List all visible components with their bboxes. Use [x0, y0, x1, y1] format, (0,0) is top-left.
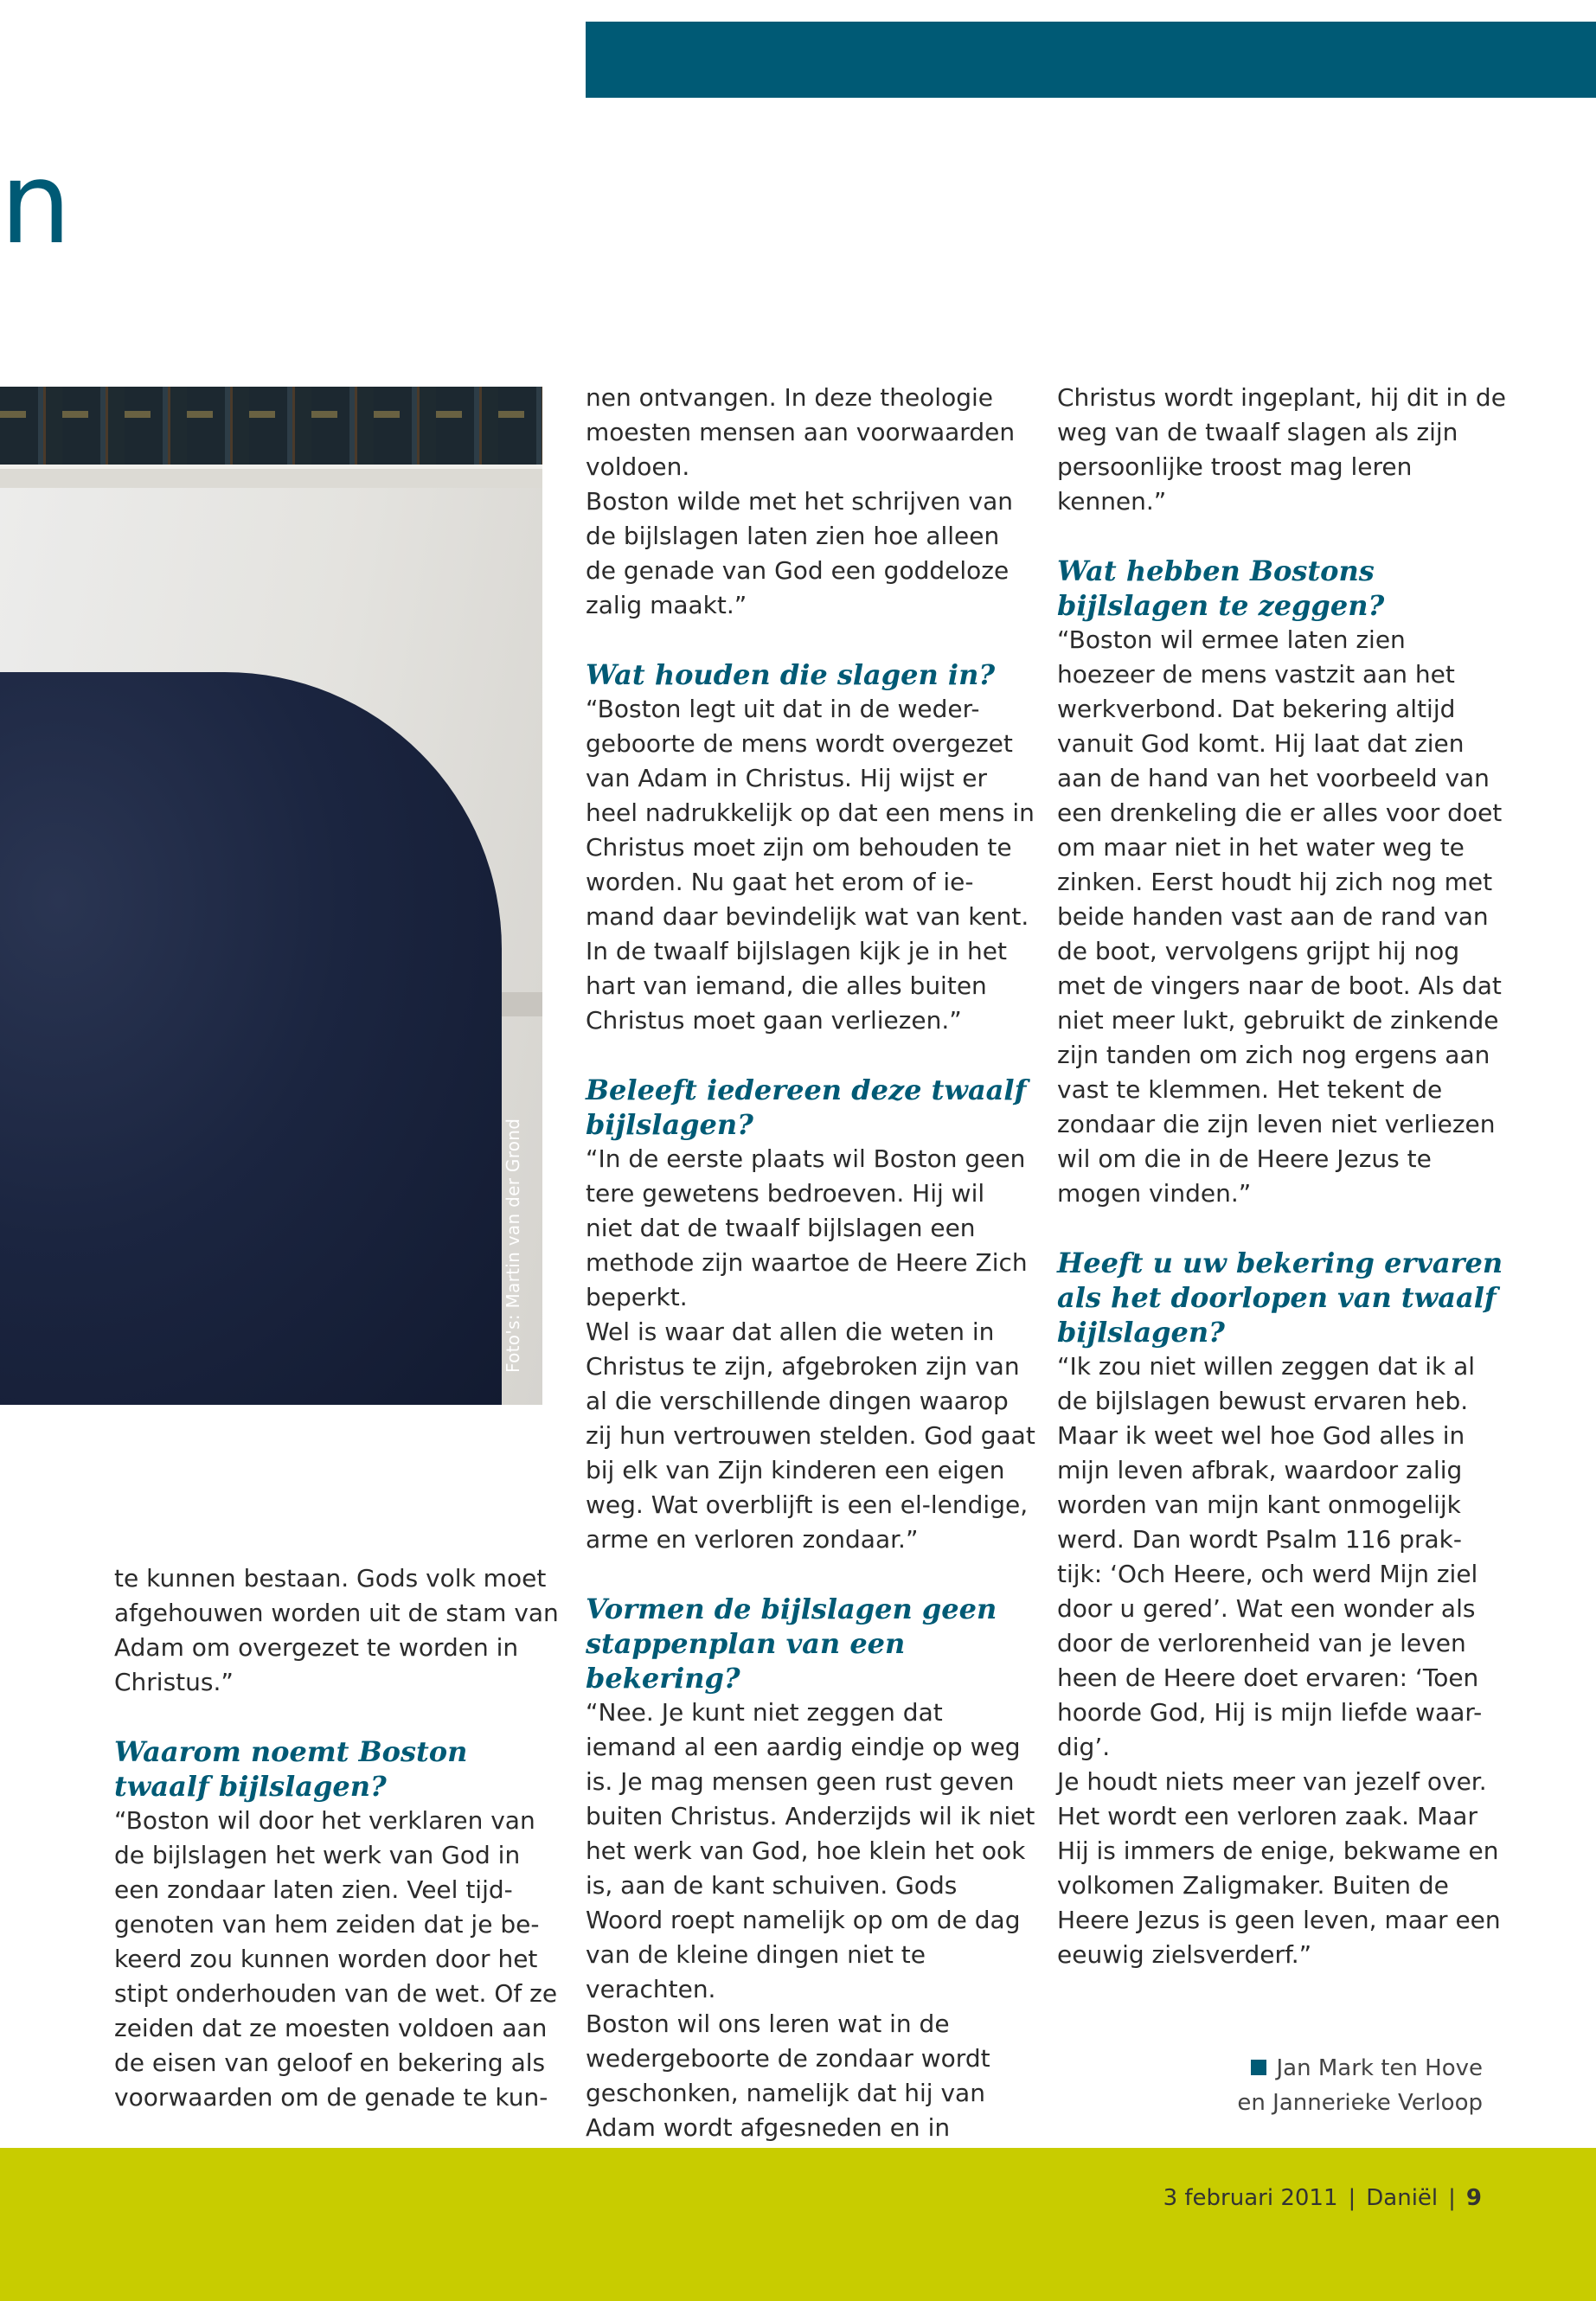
text-column-2: [586, 381, 1035, 2145]
author-byline: [1137, 2051, 1483, 2120]
text-column-1: [114, 1561, 564, 2115]
section-heading: Wat houden die slagen in?: [586, 658, 996, 691]
byline-square-icon: [1251, 2060, 1266, 2075]
paragraph: Je houdt niets meer van jezelf over. Het wordt een verloren zaak. Maar Hij is immers de enige, bekwame en volkomen Zaligmaker. Buiten de Heere Jezus is geen leven, maar een eeuwig zielsverderf.”: [1057, 1767, 1501, 1969]
section-heading: Beleeft iedereen deze twaalf bijlslagen?: [586, 1074, 1027, 1141]
magazine-name: Daniël: [1366, 2185, 1439, 2211]
paragraph: Christus wordt ingeplant, hij dit in de weg van de twaalf slagen als zijn persoonlijke troost mag leren kennen.”: [1057, 383, 1506, 516]
photo-credit: Foto's: Martin van der Grond: [503, 1118, 523, 1373]
paragraph: Boston wil ons leren wat in de wedergeboorte de zondaar wordt geschonken, namelijk dat hij van Adam wordt afgesneden en in: [586, 2009, 990, 2142]
bookshelf-books: [0, 387, 542, 465]
issue-date: 3 februari 2011: [1163, 2185, 1338, 2211]
top-color-bar: [586, 22, 1596, 98]
byline-line-2: en Jannerieke Verloop: [1237, 2090, 1483, 2116]
page-number: 9: [1465, 2185, 1482, 2211]
section-heading: Vormen de bijlslagen geen stappenplan van een bekering?: [586, 1593, 997, 1695]
page-info: [1163, 2185, 1482, 2211]
paragraph: “Boston wil door het verklaren van de bijlslagen het werk van God in een zondaar laten zien. Veel tijd-genoten van hem zeiden dat je be-keerd zou kunnen worden door het stipt onderhouden van de wet. Of ze zeiden dat ze moesten voldoen aan de eisen van geloof en bekering als voorwaarden om de genade te kun-: [114, 1806, 558, 2112]
footer-separator-2: |: [1448, 2185, 1456, 2211]
paragraph: “Nee. Je kunt niet zeggen dat iemand al een aardig eindje op weg is. Je mag mensen geen rust geven buiten Christus. Anderzijds wil ik niet het werk van God, hoe klein het ook is, aan de kant schuiven. Gods Woord roept namelijk op om de dag van de kleine dingen niet te verachten.: [586, 1698, 1035, 2003]
paragraph: “Boston legt uit dat in de weder-geboorte de mens wordt overgezet van Adam in Christus. Hij wijst er heel nadrukkelijk op dat een mens in Christus moet zijn om behouden te worden. Nu gaat het erom of ie-mand daar bevindelijk wat van kent. In de twaalf bijlslagen kijk je in het hart van iemand, die alles buiten Christus moet gaan verliezen.”: [586, 695, 1035, 1035]
portrait-photo: [0, 387, 542, 1405]
text-column-3: [1057, 381, 1507, 1972]
footer-bar: [0, 2148, 1596, 2301]
paragraph: “In de eerste plaats wil Boston geen tere gewetens bedroeven. Hij wil niet dat de twaalf bijlslagen een methode zijn waartoe de Heere Zich beperkt.: [586, 1144, 1028, 1311]
paragraph: “Ik zou niet willen zeggen dat ik al de bijlslagen bewust ervaren heb. Maar ik weet wel hoe God alles in mijn leven afbrak, waardoor zalig worden van mijn kant onmogelijk werd. Dan wordt Psalm 116 prak-tijk: ‘Och Heere, och werd Mijn ziel door u gered’. Wat een wonder als door de verlorenheid van je leven heen de Heere doet ervaren: ‘Toen hoorde God, Hij is mijn liefde waar-dig’.: [1057, 1352, 1483, 1761]
paragraph: “Boston wil ermee laten zien hoezeer de mens vastzit aan het werkverbond. Dat bekering altijd vanuit God komt. Hij laat dat zien aan de hand van het voorbeeld van een drenkeling die er alles voor doet om maar niet in het water weg te zinken. Eerst houdt hij zich nog met beide handen vast aan de rand van de boot, vervolgens grijpt hij nog met de vingers naar de boot. Als dat niet meer lukt, gebruikt de zinkende zijn tanden om zich nog ergens aan vast te klemmen. Het tekent de zondaar die zijn leven niet verliezen wil om die in de Heere Jezus te mogen vinden.”: [1057, 625, 1503, 1208]
footer-separator-1: |: [1348, 2185, 1356, 2211]
paragraph: te kunnen bestaan. Gods volk moet afgehouwen worden uit de stam van Adam om overgezet te worden in Christus.”: [114, 1564, 559, 1696]
person-shoulder: [0, 672, 502, 1405]
paragraph: nen ontvangen. In deze theologie moesten mensen aan voorwaarden voldoen.: [586, 383, 1016, 481]
byline-line-1: Jan Mark ten Hove: [1276, 2055, 1483, 2081]
headline-fragment: n: [0, 138, 72, 269]
paragraph: Wel is waar dat allen die weten in Christus te zijn, afgebroken zijn van al die verschillende dingen waarop zij hun vertrouwen stelden. God gaat bij elk van Zijn kinderen een eigen weg. Wat overblijft is een el-lendige, arme en verloren zondaar.”: [586, 1317, 1035, 1554]
paragraph: Boston wilde met het schrijven van de bijlslagen laten zien hoe alleen de genade van God een goddeloze zalig maakt.”: [586, 487, 1013, 619]
section-heading: Heeft u uw bekering ervaren als het doorlopen van twaalf bijlslagen?: [1057, 1247, 1503, 1349]
section-heading: Wat hebben Bostons bijlslagen te zeggen?: [1057, 554, 1385, 622]
section-heading: Waarom noemt Boston twaalf bijlslagen?: [114, 1735, 468, 1803]
